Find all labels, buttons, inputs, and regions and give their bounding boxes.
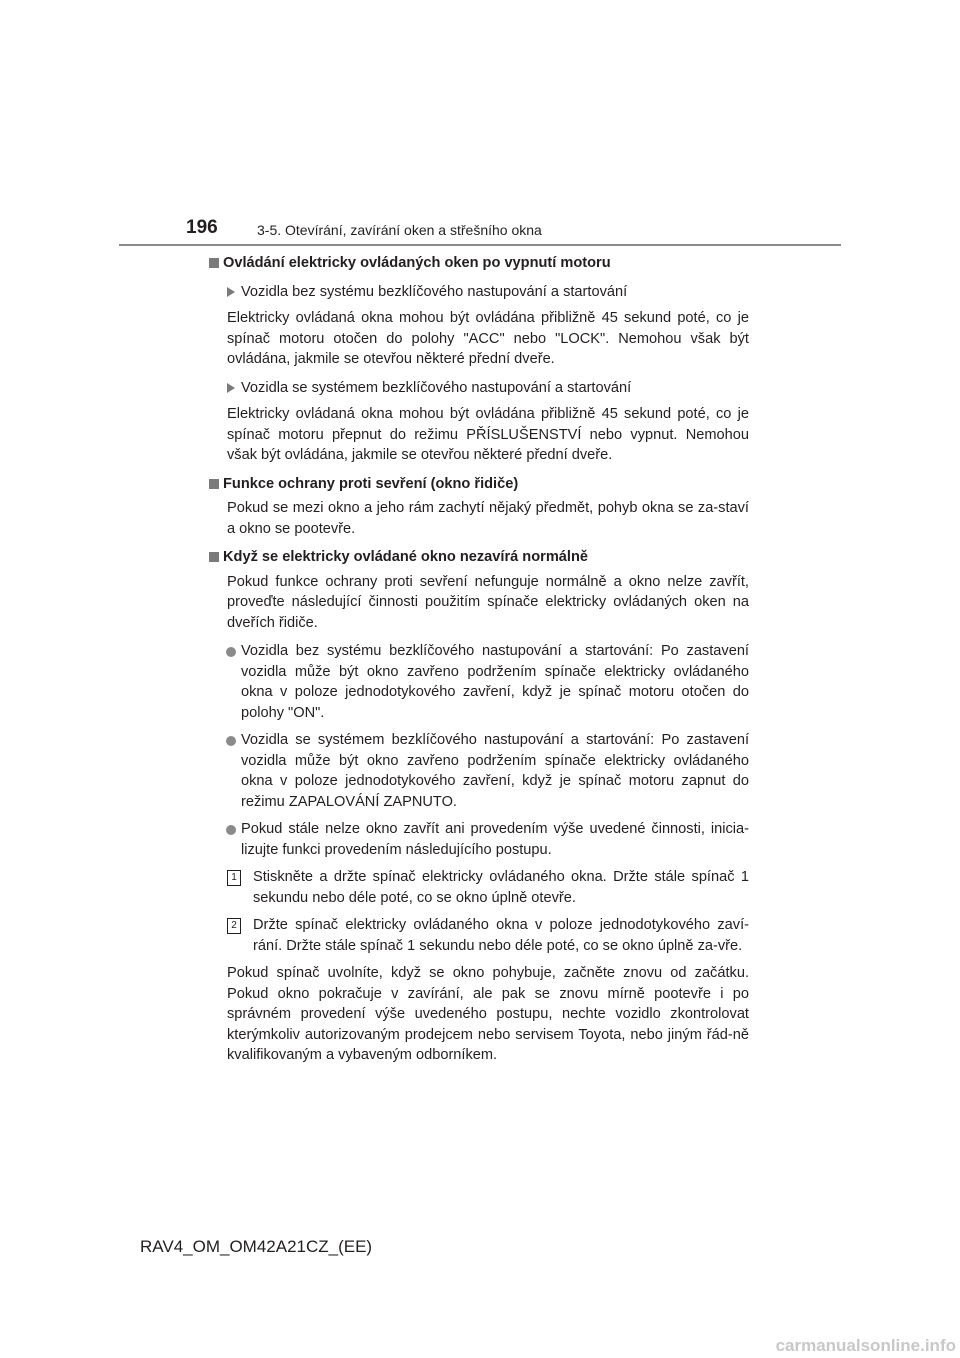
step-text: Držte spínač elektricky ovládaného okna v poloze jednodotykového zaví-rání. Držte stále spínač 1 sekundu nebo déle poté, co se okno úplně za-vře. <box>253 917 749 954</box>
list-item-text: Pokud stále nelze okno zavřít ani provedením výše uvedené činnosti, inicia-lizujte funkci provedením následujícího postupu. <box>241 821 749 858</box>
heading-text: Funkce ochrany proti sevření (okno řidiče) <box>223 475 519 492</box>
list-item-text: Vozidla bez systému bezklíčového nastupování a startování: Po zastavení vozidla může být okno zavřeno podržením spínače elektricky ovládaného okna v poloze jednodotykového zavření, když je spínač motoru otočen do polohy "ON". <box>241 643 749 721</box>
circle-bullet-icon <box>226 647 236 657</box>
list-item-text: Vozidla se systémem bezklíčového nastupování a startování: Po zastavení vozidla může být okno zavřeno podržením spínače elektricky ovládaného okna v poloze jednodotykového zavření, když je spínač motoru zapnut do režimu ZAPALOVÁNÍ ZAPNUTO. <box>241 732 749 810</box>
step-number: 1 <box>227 870 241 886</box>
subheading-text: Vozidla se systémem bezklíčového nastupování a startování <box>241 379 632 396</box>
subheading <box>209 378 749 399</box>
section-heading <box>209 253 749 274</box>
paragraph: Pokud funkce ochrany proti sevření nefunguje normálně a okno nelze zavřít, proveďte následující činnosti použitím spínače elektricky ovládaných oken na dveřích řidiče. <box>227 573 749 631</box>
step-text: Stiskněte a držte spínač elektricky ovládaného okna. Držte stále spínač 1 sekundu nebo déle poté, co se okno úplně otevře. <box>253 869 749 906</box>
square-bullet-icon <box>209 479 219 489</box>
subheading-text: Vozidla bez systému bezklíčového nastupování a startování <box>241 283 628 300</box>
paragraph: Pokud se mezi okno a jeho rám zachytí nějaký předmět, pohyb okna se za-staví a okno se pootevře. <box>227 500 749 537</box>
circle-bullet-icon <box>226 825 236 835</box>
procedure-step <box>209 867 749 908</box>
triangle-bullet-icon <box>227 287 235 297</box>
section-title: 3-5. Otevírání, zavírání oken a střešního okna <box>257 222 542 238</box>
list-item <box>209 730 749 812</box>
list-item <box>209 641 749 723</box>
paragraph: Elektricky ovládaná okna mohou být ovládána přibližně 45 sekund poté, co je spínač motoru otočen do polohy "ACC" nebo "LOCK". Nemohou však být ovládána, jakmile se otevřou některé přední dveře. <box>227 310 749 367</box>
closing-paragraph: Pokud spínač uvolníte, když se okno pohybuje, začněte znovu od začátku. Pokud okno pokračuje v zavírání, ale pak se znovu mírně pootevře i po správném provedení výše uvedeného postupu, nechte vozidlo zkontrolovat kterýmkoliv autorizovaným prodejcem nebo servisem Toyota, nebo jiným řád-ně kvalifikovaným a vybaveným odborníkem. <box>227 965 749 1063</box>
document-code: RAV4_OM_OM42A21CZ_(EE) <box>140 1237 373 1256</box>
page-number: 196 <box>186 217 218 238</box>
triangle-bullet-icon <box>227 383 235 393</box>
square-bullet-icon <box>209 552 219 562</box>
page-content <box>209 253 749 1066</box>
page-header <box>0 0 960 250</box>
section-heading <box>209 547 749 568</box>
heading-text: Když se elektricky ovládané okno nezavírá normálně <box>223 549 588 565</box>
watermark: carmanualsonline.info <box>775 1336 956 1355</box>
section-heading <box>209 474 749 495</box>
step-number: 2 <box>227 918 241 934</box>
subheading <box>209 282 749 303</box>
paragraph: Elektricky ovládaná okna mohou být ovládána přibližně 45 sekund poté, co je spínač motoru přepnut do režimu PŘÍSLUŠENSTVÍ nebo vypnut. Nemohou však být ovládána, jakmile se otevřou některé přední dveře. <box>227 406 749 463</box>
list-item <box>209 819 749 860</box>
heading-text: Ovládání elektricky ovládaných oken po vypnutí motoru <box>223 255 611 271</box>
circle-bullet-icon <box>226 736 236 746</box>
square-bullet-icon <box>209 258 219 268</box>
procedure-step <box>209 915 749 956</box>
header-divider <box>119 244 841 246</box>
